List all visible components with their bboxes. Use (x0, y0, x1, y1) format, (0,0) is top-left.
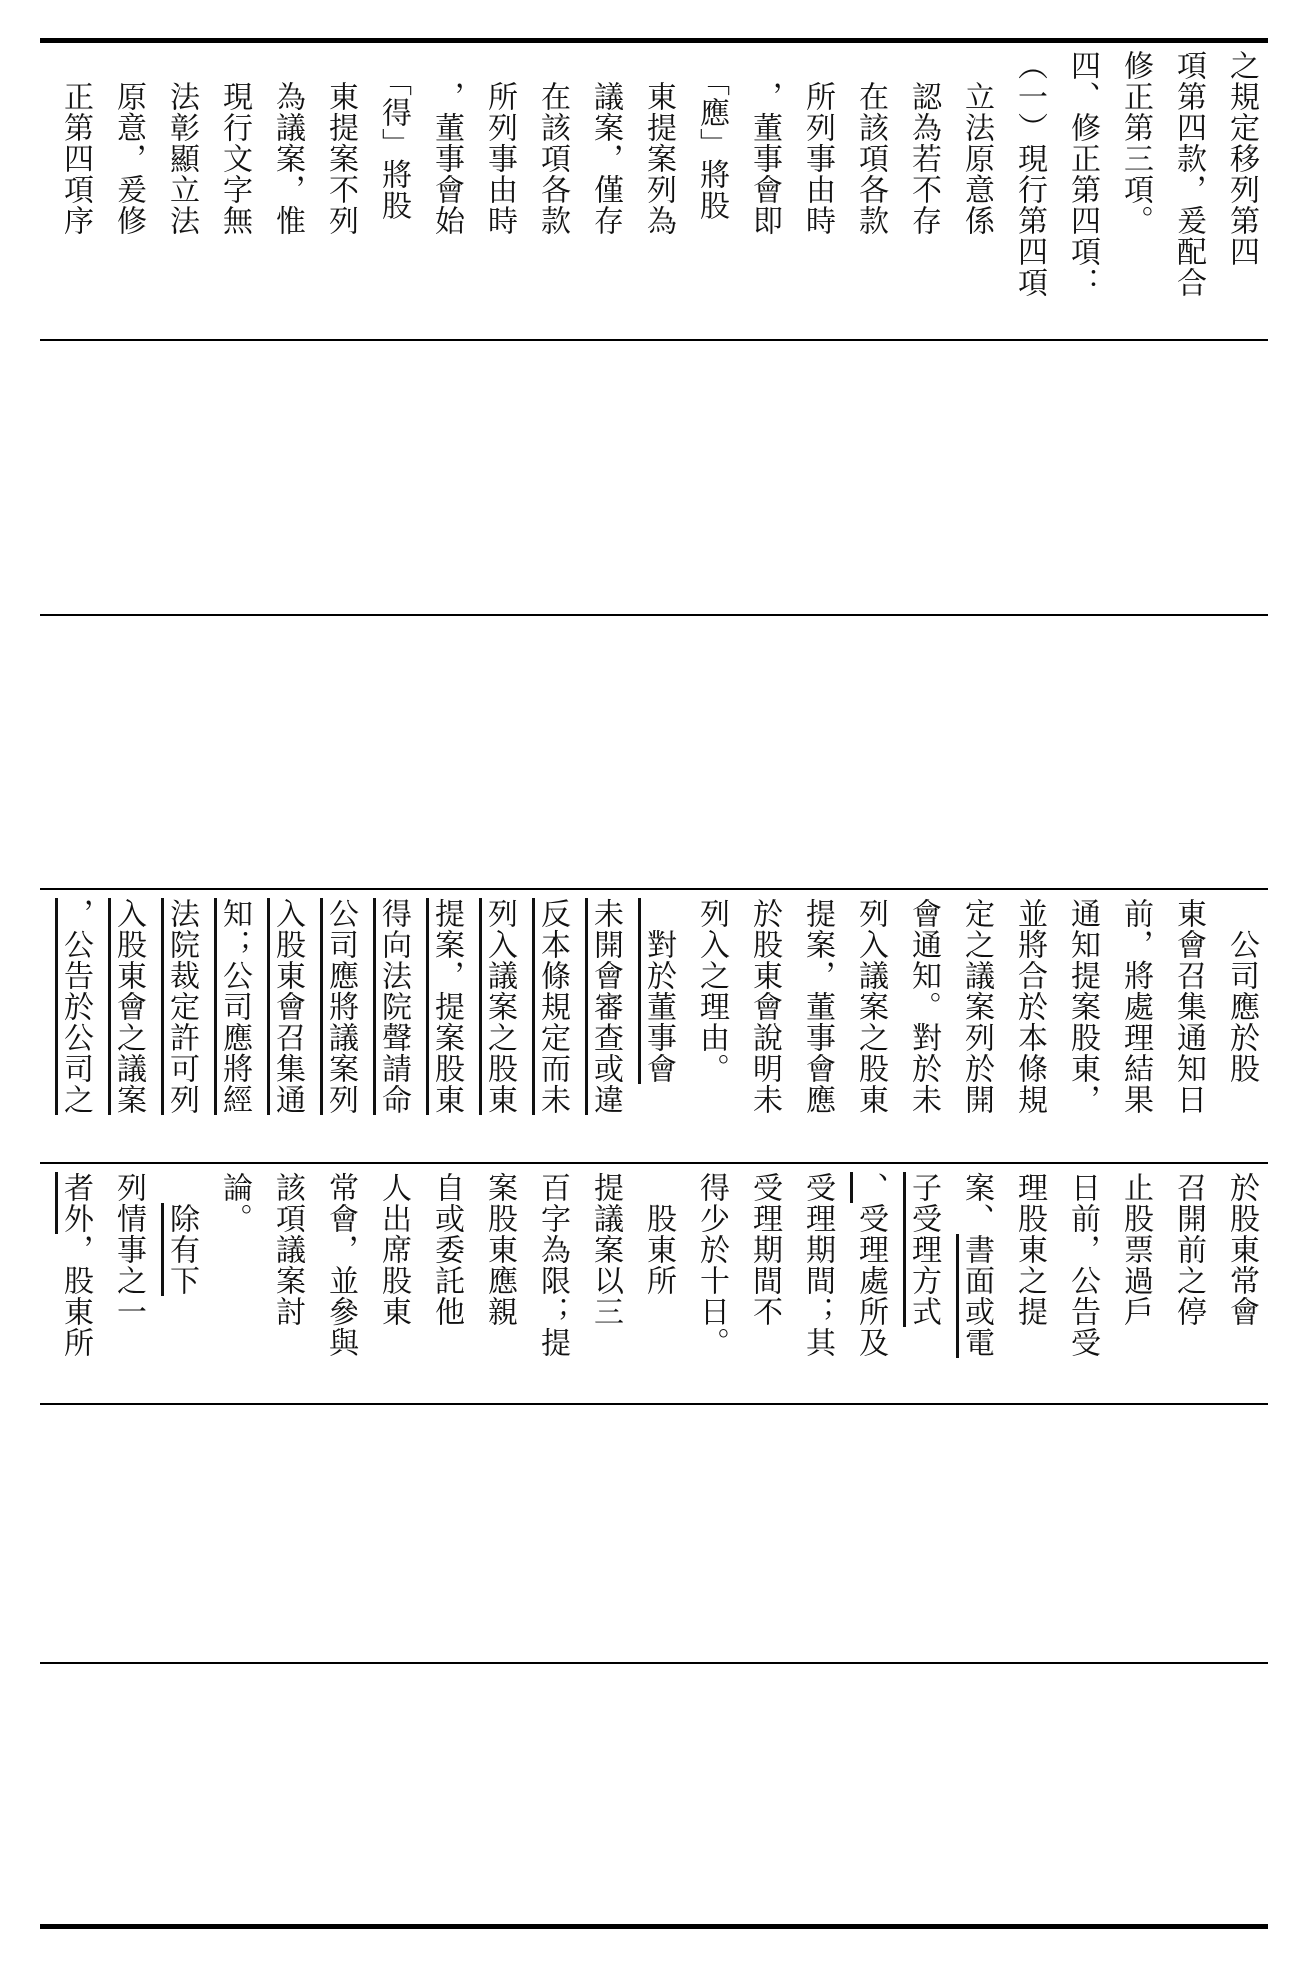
text-run: 日前，公告受 (1065, 1172, 1100, 1358)
text-run: 案股東應親 (482, 1172, 517, 1327)
text-run: 前，將處理結果 (1118, 898, 1153, 1115)
text-run: 於股東會說明未 (747, 898, 782, 1115)
text-run: 現行文字無 (217, 50, 252, 236)
row-divider-2 (40, 614, 1268, 616)
text-run: 四、修正第四項： (1065, 50, 1100, 298)
text-run: 會通知。對於未 (906, 898, 941, 1115)
text-run: 列入之理由。 (694, 898, 729, 1084)
text-run: 提案，提案股東 (429, 898, 464, 1115)
text-run: 為議案，惟 (270, 50, 305, 236)
text-run: 者外 (58, 1172, 93, 1234)
text-run: 公司應將議案列 (323, 898, 358, 1115)
text-run: 股東所 (641, 1172, 676, 1296)
text-run: 百字為限；提 (535, 1172, 570, 1358)
text-run: 得少於十日。 (694, 1172, 729, 1358)
text-run: 所列事由時 (482, 50, 517, 236)
text-run: 反本條規定而未 (535, 898, 570, 1115)
text-run: 除有下 (164, 1203, 199, 1296)
text-run: 定之議案列於開 (959, 898, 994, 1115)
text-run: 修正第三項。 (1118, 50, 1153, 236)
text-run: 認為若不存 (906, 50, 941, 236)
explanation-cell (40, 50, 1268, 335)
current-text-cell (40, 898, 1268, 1160)
text-run: 入股東會召集通 (270, 898, 305, 1115)
table-bottom-border (40, 1924, 1268, 1929)
text-run: 東提案不列 (323, 50, 358, 236)
text-run: 理股東之提 (1012, 1172, 1047, 1327)
text-run: 提案，董事會應 (800, 898, 835, 1115)
text-run: 該項議案討 (270, 1172, 305, 1327)
text-run: ，公告於公司之 (58, 898, 93, 1115)
text-run: 未開會審查或違 (588, 898, 623, 1115)
text-run: 子受理方式 (906, 1172, 941, 1327)
table-top-border (40, 38, 1268, 43)
text-run: 人出席股東 (376, 1172, 411, 1327)
text-run: （一）現行第四項 (1012, 50, 1047, 298)
row-divider-6 (40, 1662, 1268, 1664)
text-run: 止股票過戶 (1118, 1172, 1153, 1327)
text-run: 正第四項序 (58, 50, 93, 236)
text-run: 召開前之停 (1171, 1172, 1206, 1327)
text-run: 公司應於股 (1224, 898, 1259, 1084)
text-run: 入股東會之議案 (111, 898, 146, 1115)
text-run: ，董事會始 (429, 50, 464, 236)
text-run: 「應」將股 (694, 50, 729, 221)
text-run: 通知提案股東， (1065, 898, 1100, 1115)
text-run: 、 (853, 1172, 888, 1203)
text-run: 論。 (217, 1172, 252, 1234)
proposed-text-cell (40, 1172, 1268, 1400)
text-run: 自或委託他 (429, 1172, 464, 1327)
text-run (164, 1172, 199, 1203)
text-run: 法院裁定許可列 (164, 898, 199, 1115)
text-run: 原意，爰修 (111, 50, 146, 236)
text-run: 對於董事會 (641, 898, 676, 1084)
text-run: 議案，僅存 (588, 50, 623, 236)
text-run: 在該項各款 (853, 50, 888, 236)
row-divider-4 (40, 1162, 1268, 1164)
text-run: 案、 (959, 1172, 994, 1234)
text-run: 列情事之一 (111, 1172, 146, 1327)
text-run: 並將合於本條規 (1012, 898, 1047, 1115)
text-run: ，股東所 (58, 1234, 93, 1358)
text-run: 在該項各款 (535, 50, 570, 236)
text-run: 得向法院聲請命 (376, 898, 411, 1115)
text-run: 書面或電 (959, 1234, 994, 1358)
text-run: 於股東常會 (1224, 1172, 1259, 1327)
text-run: 列入議案之股東 (482, 898, 517, 1115)
text-run: 所列事由時 (800, 50, 835, 236)
text-run: 受理期間；其 (800, 1172, 835, 1358)
text-run: 法彰顯立法 (164, 50, 199, 236)
text-run: 東會召集通知日 (1171, 898, 1206, 1115)
text-run: 受理處所及 (853, 1203, 888, 1358)
text-run: 「得」將股 (376, 50, 411, 221)
text-run: 常會，並參與 (323, 1172, 358, 1358)
text-run: 知；公司應將經 (217, 898, 252, 1115)
text-run: 立法原意係 (959, 50, 994, 236)
text-run: 受理期間不 (747, 1172, 782, 1327)
row-divider-5 (40, 1403, 1268, 1405)
text-run: 列入議案之股東 (853, 898, 888, 1115)
text-run: 東提案列為 (641, 50, 676, 236)
text-run: 之規定移列第四 (1224, 50, 1259, 267)
row-divider-3 (40, 888, 1268, 890)
text-run: ，董事會即 (747, 50, 782, 236)
text-run: 提議案以三 (588, 1172, 623, 1327)
text-run: 項第四款，爰配合 (1171, 50, 1206, 298)
row-divider-1 (40, 339, 1268, 341)
